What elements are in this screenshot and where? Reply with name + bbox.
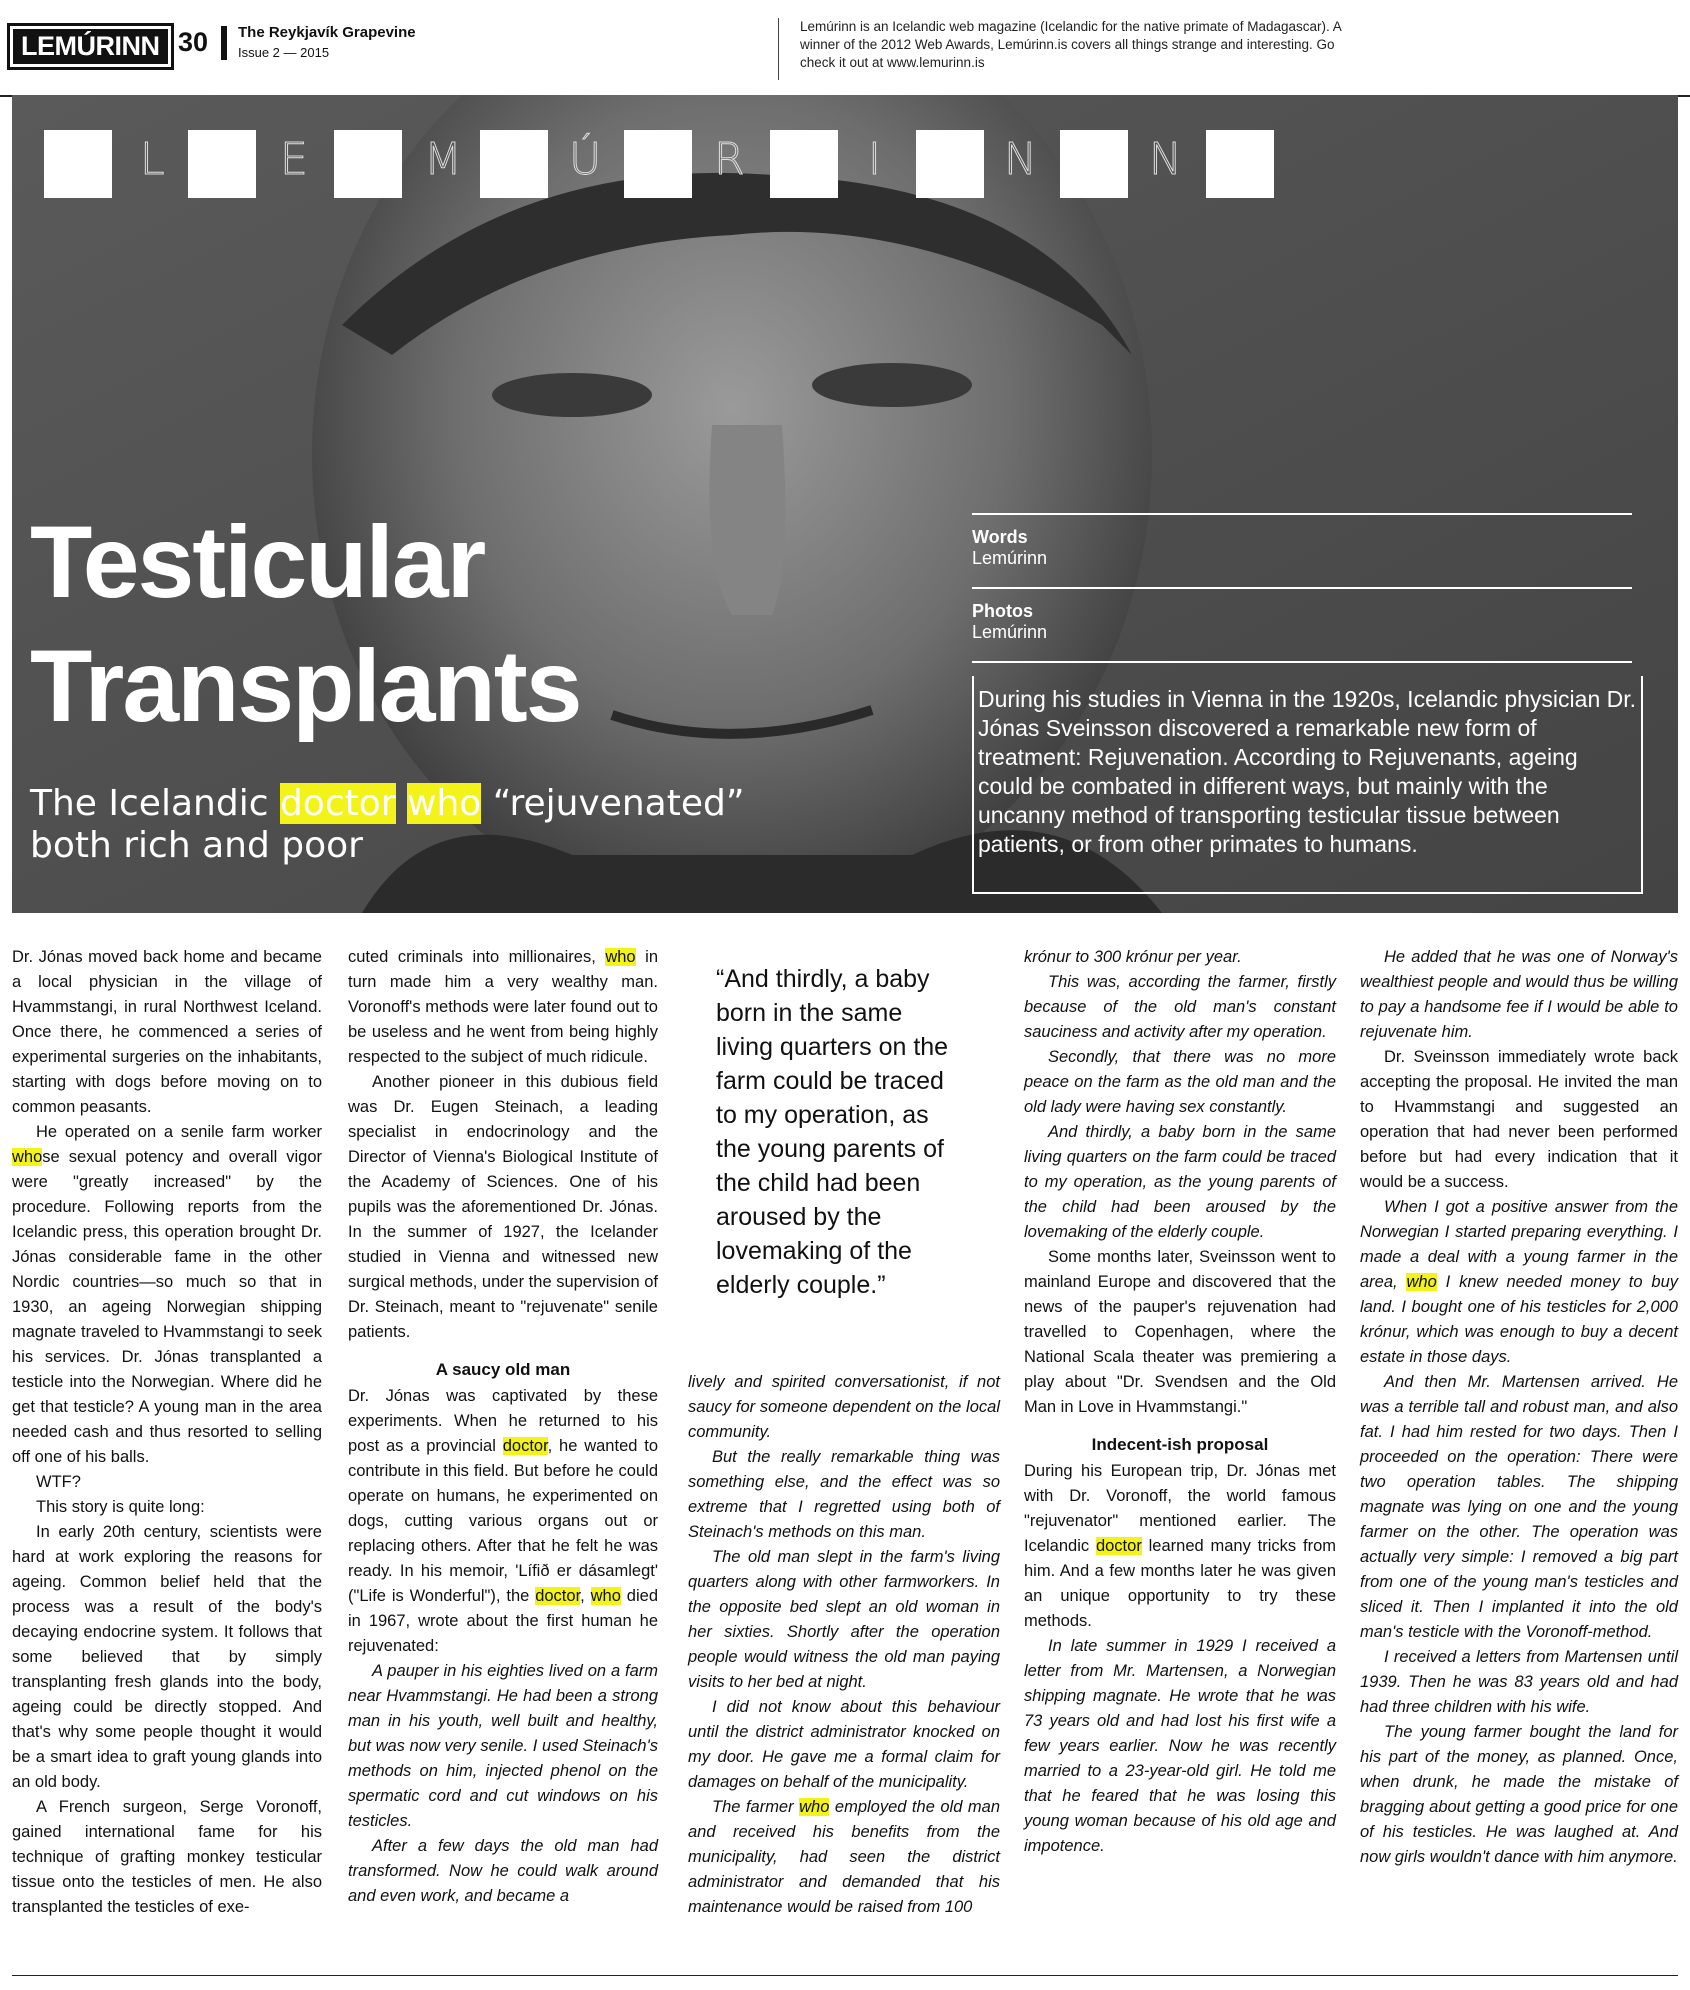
quote-paragraph: After a few days the old man had transformed. Now he could walk around and even work, and became a: [348, 1837, 658, 1905]
words-label: Words: [972, 527, 1028, 547]
quote-paragraph: The young farmer bought the land for his part of the money, as planned. Once, when drunk, he made the mistake of bragging about getting a good price for one of his testicles. He was laughed at. And now girls wouldn't dance with him anymore.: [1360, 1723, 1678, 1866]
column-5: [1360, 945, 1678, 1870]
column-2: [348, 945, 658, 1909]
highlighted-word: who: [407, 783, 482, 824]
highlighted-word: who: [1406, 1273, 1437, 1291]
text-run: in turn made him a very wealthy man. Voronoff's methods were later found out to be useless and he went from being highly respected to the subject of much ridicule.: [348, 948, 658, 1066]
text-run: During his European trip, Dr. Jónas met with Dr. Voronoff, the world famous "rejuvenator" mentioned earlier. The Icelandic: [1024, 1462, 1336, 1555]
paragraph: Some months later, Sveinsson went to mainland Europe and discovered that the news of the pauper's rejuvenation had travelled to Copenhagen, where the National Scala theater was premiering a play about "Dr. Svendsen and the Old Man in Love in Hvammstangi.": [1024, 1248, 1336, 1416]
strip-letter: N: [1149, 134, 1184, 185]
quote-paragraph: In late summer in 1929 I received a letter from Mr. Martensen, a Norwegian shipping magnate. He wrote that he was 73 years old and had lost his first wife a few years earlier. Now he was recently married to a 23-year-old girl. He told me that he feared that he was losing this young woman because of his old age and impotence.: [1024, 1637, 1336, 1855]
section-heading: A saucy old man: [435, 1360, 571, 1379]
highlighted-word: who: [12, 1148, 43, 1166]
photos-author: Lemúrinn: [972, 622, 1048, 642]
strip-letter: L: [140, 134, 167, 185]
paragraph: WTF?: [36, 1473, 81, 1491]
text-run: ,: [580, 1587, 591, 1605]
article-title: [30, 500, 581, 748]
column-4: [1024, 945, 1336, 1859]
pull-quote: “And thirdly, a baby born in the same living quarters on the farm could be traced to my operation, as the young parents of the child had been aroused by the lovemaking of the elderly couple.”: [716, 965, 949, 1299]
magazine-blurb: Lemúrinn is an Icelandic web magazine (Icelandic for the native primate of Madagascar). A winner of the 2012 Web Awards, Lemúrinn.is covers all things strange and interesting. Go check it out at www.lemurinn.is: [800, 19, 1342, 70]
quote-paragraph: Secondly, that there was no more peace on the farm as the old man and the old lady were having sex constantly.: [1024, 1048, 1336, 1116]
quote-paragraph: I did not know about this behaviour until the district administrator knocked on my door. He gave me a formal claim for damages on behalf of the municipality.: [688, 1698, 1000, 1791]
masthead: [0, 0, 1690, 97]
text-run: died in 1967, wrote about the first human he rejuvenated:: [348, 1587, 659, 1655]
white-square: [1060, 130, 1128, 198]
highlighted-word: doctor: [279, 783, 396, 824]
white-square: [624, 130, 692, 198]
highlighted-word: who: [605, 948, 636, 966]
text-run: , he wanted to contribute in this field. But before he could operate on humans, he experimented on dogs, cutting various organs out or replacing others. After that he felt he was ready. In his memoir, 'Lífið er dásamlegt' ("Life is Wonderful"), the: [348, 1437, 658, 1605]
strip-letter: N: [1004, 134, 1039, 185]
lemurinn-letter-strip: [44, 130, 1664, 200]
paragraph: Dr. Sveinsson immediately wrote back accepting the proposal. He invited the man to Hvammstangi and suggested an operation that had never been performed before but had every indication that it would be a success.: [1360, 1048, 1678, 1191]
text-run: He operated on a senile farm worker: [36, 1123, 322, 1141]
white-square: [44, 130, 112, 198]
divider: [221, 26, 227, 60]
highlighted-word: doctor: [1095, 1537, 1142, 1555]
strip-letter: Ú: [569, 134, 604, 185]
hero-banner: [12, 95, 1678, 913]
white-square: [916, 130, 984, 198]
quote-paragraph: I received a letters from Martensen until 1939. Then he was 83 years old and had had three children with his wife.: [1360, 1648, 1678, 1716]
section-heading: Indecent-ish proposal: [1091, 1435, 1269, 1454]
quote-paragraph: And then Mr. Martensen arrived. He was a terrible tall and robust man, and also fat. I had him rested for two days. Then I proceeded on the operation: There were two operation tables. The shipping magnate was lying on one and the young farmer on the other. The operation was actually very simple: I removed a big part from one of the young man's testicles and sliced it. Then I implanted it into the old man's testicle with the Voronoff-method.: [1360, 1373, 1678, 1641]
article-dek: During his studies in Vienna in the 1920s, Icelandic physician Dr. Jónas Sveinsson discovered a remarkable new form of treatment: Rejuvenation. According to Rejuvenants, ageing could be combated in different ways, but mainly with the uncanny method of transporting testicular tissue between patients, or from other primates to humans.: [978, 686, 1637, 857]
text-run: I knew needed money to buy land. I bought one of his testicles for 2,000 krónur, which was enough to buy a decent estate in those days.: [1360, 1273, 1678, 1366]
strip-letter: E: [280, 134, 310, 185]
quote-paragraph: But the really remarkable thing was something else, and the effect was so extreme that I regretted using both of Steinach's methods on this man.: [688, 1448, 1000, 1541]
text-run: When I got a positive answer from the Norwegian I started preparing everything. I made a deal with a young farmer in the area,: [1360, 1198, 1678, 1291]
highlighted-word: doctor: [502, 1437, 548, 1455]
text-run: Dr. Jónas was captivated by these experiments. When he returned to his post as a provincial: [348, 1387, 658, 1455]
divider: [972, 587, 1632, 589]
quote-paragraph: lively and spirited conversationist, if not saucy for someone dependent on the local community.: [688, 1373, 1000, 1441]
paragraph: A French surgeon, Serge Voronoff, gained international fame for his technique of grafting monkey testicular tissue onto the testicles of men. He also transplanted the testicles of exe-: [12, 1798, 322, 1916]
paragraph: [348, 1384, 658, 1659]
paragraph: Dr. Jónas moved back home and became a local physician in the village of Hvammstangi, in rural Northwest Iceland. Once there, he commenced a series of experimental surgeries on the inhabitants, starting with dogs before moving on to common peasants.: [12, 948, 322, 1116]
publication-name: The Reykjavík Grapevine: [238, 24, 416, 41]
article-subtitle: [30, 783, 750, 867]
white-square: [334, 130, 402, 198]
text-run: The farmer: [712, 1798, 800, 1816]
strip-letter: I: [868, 134, 883, 185]
text-run: cuted criminals into millionaires,: [348, 948, 606, 966]
text-run: se sexual potency and overall vigor were "greatly increased" by the procedure. Following reports from the Icelandic press, this operation brought Dr. Jónas considerable fame in the other Nordic countries—so much so that in 1930, an ageing Norwegian shipping magnate traveled to Hvammstangi to seek his services. Dr. Jónas transplanted a testicle into the Norwegian. Where did he get that testicle? A young man in the area needed cash and thus resorted to selling off one of his balls.: [12, 1148, 322, 1466]
quote-paragraph: [1360, 1195, 1678, 1370]
paragraph: [12, 1120, 322, 1470]
lemurinn-logo[interactable]: LEMÚRINN: [10, 26, 171, 67]
title-line: Transplants: [30, 629, 581, 743]
strip-letter: R: [714, 134, 747, 185]
quote-paragraph: He added that he was one of Norway's wealthiest people and would thus be willing to pay a handsome fee if I would be able to rejuvenate him.: [1360, 948, 1678, 1041]
dek-frame: [972, 675, 1644, 895]
page-number: 30: [178, 27, 209, 57]
highlighted-word: who: [590, 1587, 621, 1605]
column-1: [12, 945, 322, 1920]
quote-paragraph: krónur to 300 krónur per year.: [1024, 948, 1242, 966]
subtitle-text: The Icelandic: [30, 783, 280, 824]
text-run: learned many tricks from him. And a few months later he was given an unique opportunity to try these methods.: [1024, 1537, 1336, 1630]
text-run: employed the old man and received his benefits from the municipality, had seen the district administrator and demanded that his maintenance would be raised from 100: [688, 1798, 1000, 1916]
quote-paragraph: This was, according the farmer, firstly because of the old man's constant sauciness and activity after my operation.: [1024, 973, 1336, 1041]
quote-paragraph: The old man slept in the farm's living quarters along with other farmworkers. In the opposite bed slept an old woman in her sixties. Shortly after the operation people would witness the old man paying visits to her bed at night.: [688, 1548, 1000, 1691]
white-square: [770, 130, 838, 198]
white-square: [188, 130, 256, 198]
quote-paragraph: A pauper in his eighties lived on a farm near Hvammstangi. He had been a strong man in his youth, well built and healthy, but was now very senile. I used Steinach's methods on him, injected phenol on the spermatic cord and cut windows on his testicles.: [348, 1662, 658, 1830]
quote-paragraph: And thirdly, a baby born in the same living quarters on the farm could be traced to my operation, as the young parents of the child had been aroused by the lovemaking of the elderly couple.: [1024, 1123, 1336, 1241]
highlighted-word: who: [799, 1798, 830, 1816]
paragraph: [1024, 1459, 1336, 1634]
highlighted-word: doctor: [535, 1587, 581, 1605]
footer-rule: [12, 1975, 1678, 1976]
divider: [972, 661, 1632, 663]
divider: [778, 18, 779, 80]
white-square: [480, 130, 548, 198]
column-3: [688, 1370, 1000, 1920]
subtitle-text: “rejuvenated” both rich and poor: [30, 783, 745, 866]
issue-label: Issue 2 — 2015: [238, 45, 330, 60]
paragraph: Another pioneer in this dubious field was Dr. Eugen Steinach, a leading specialist in endocrinology and the Director of Vienna's Biological Institute of the Academy of Sciences. One of his pupils was the aforementioned Dr. Jónas. In the summer of 1927, the Icelander studied in Vienna and witnessed new surgical methods, under the supervision of Dr. Steinach, meant to "rejuvenate" senile patients.: [348, 1073, 659, 1341]
paragraph: This story is quite long:: [36, 1498, 205, 1516]
photos-label: Photos: [972, 601, 1033, 621]
credits-box: [972, 513, 1632, 663]
divider: [972, 513, 1632, 515]
paragraph: [348, 945, 658, 1070]
quote-paragraph: [688, 1795, 1000, 1920]
words-author: Lemúrinn: [972, 548, 1048, 568]
strip-letter: M: [424, 134, 464, 185]
paragraph: In early 20th century, scientists were hard at work exploring the reasons for ageing. Common belief held that the process was a result of the body's decaying endocrine system. It follows that some believed that by simply transplanting fresh glands into the body, ageing could be directly stopped. And that's why some people thought it would be a smart idea to graft young glands into an old body.: [12, 1523, 322, 1791]
white-square: [1206, 130, 1274, 198]
title-line: Testicular: [30, 505, 485, 619]
